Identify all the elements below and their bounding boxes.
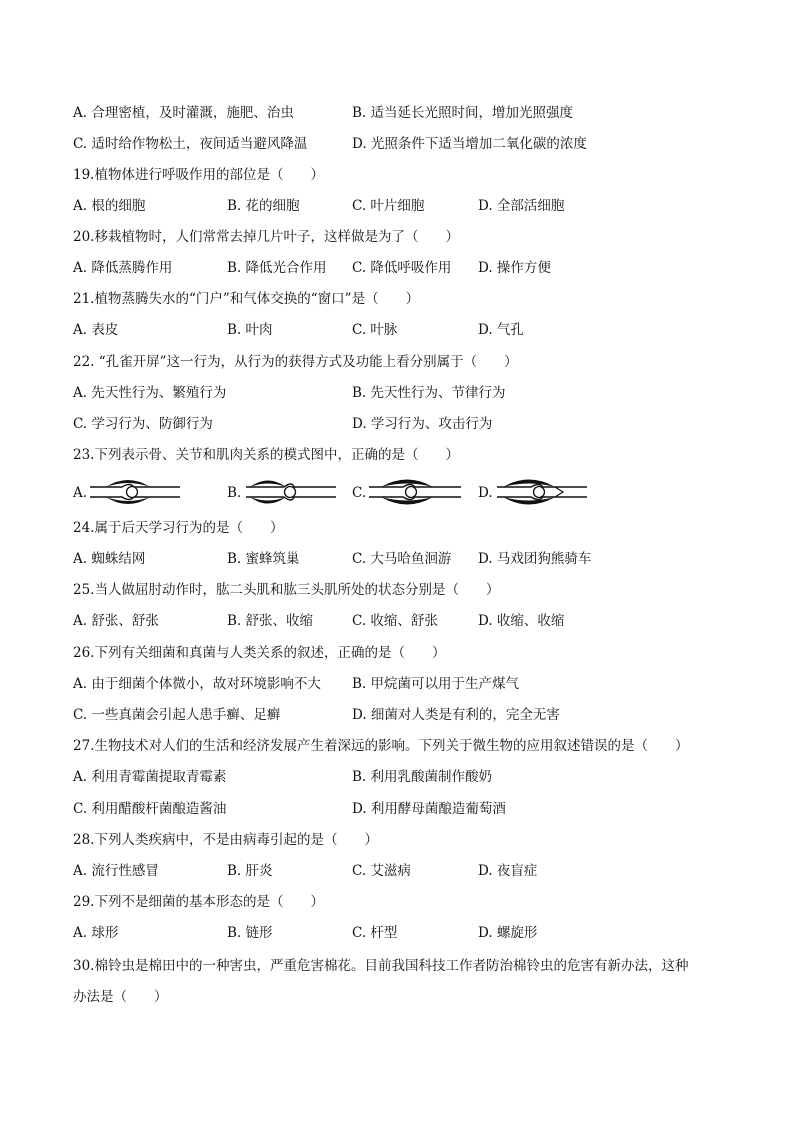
option-c: C. 叶脉 <box>352 322 398 338</box>
question-19-stem: 19.植物体进行呼吸作用的部位是（ ） <box>73 167 324 183</box>
bone-joint-muscle-diagram-a <box>88 477 180 507</box>
option-c: C. 杆型 <box>352 925 398 941</box>
option-a: A. <box>73 485 88 501</box>
option-b: B. 降低光合作用 <box>227 260 327 276</box>
option-b: B. <box>227 485 242 501</box>
option-c: C. 叶片细胞 <box>352 198 425 214</box>
bone-joint-muscle-diagram-c <box>367 477 461 507</box>
question-30-stem: 30.棉铃虫是棉田中的一种害虫，严重危害棉花。目前我国科技工作者防治棉铃虫的危害有新办法，这种 <box>73 958 689 974</box>
question-25-stem: 25.当人做屈肘动作时，肱二头肌和肱三头肌所处的状态分别是（ ） <box>73 582 500 598</box>
option-d: D. 学习行为、攻击行为 <box>352 416 493 432</box>
option-b: B. 花的细胞 <box>227 198 300 214</box>
option-a: A. 降低蒸腾作用 <box>73 260 173 276</box>
option-b: B. 蜜蜂筑巢 <box>227 551 300 567</box>
option-d: D. 光照条件下适当增加二氧化碳的浓度 <box>352 136 587 152</box>
question-27-stem: 27.生物技术对人们的生活和经济发展产生着深远的影响。下列关于微生物的应用叙述错误的是（ ） <box>73 738 689 754</box>
question-24-stem: 24.属于后天学习行为的是（ ） <box>73 520 284 536</box>
option-b: B. 适当延长光照时间，增加光照强度 <box>352 105 574 121</box>
option-d: D. 细菌对人类是有利的，完全无害 <box>352 707 560 723</box>
question-20-stem: 20.移栽植物时，人们常常去掉几片叶子，这样做是为了（ ） <box>73 229 459 245</box>
option-b: B. 甲烷菌可以用于生产煤气 <box>352 676 520 692</box>
option-d: D. 全部活细胞 <box>478 198 565 214</box>
question-29-stem: 29.下列不是细菌的基本形态的是（ ） <box>73 894 324 910</box>
option-a: A. 球形 <box>73 925 119 941</box>
option-b: B. 肝炎 <box>227 863 273 879</box>
option-b: B. 链形 <box>227 925 273 941</box>
option-a: A. 由于细菌个体微小，故对环境影响不大 <box>73 676 321 692</box>
option-c: C. 降低呼吸作用 <box>352 260 452 276</box>
option-d: D. 夜盲症 <box>478 863 538 879</box>
option-a: A. 利用青霉菌提取青霉素 <box>73 769 227 785</box>
question-21-stem: 21.植物蒸腾失水的“门户”和气体交换的“窗口”是（ ） <box>73 291 420 307</box>
option-b: B. 舒张、收缩 <box>227 613 314 629</box>
option-d: D. 操作方便 <box>478 260 551 276</box>
option-d: D. 利用酵母菌酿造葡萄酒 <box>352 801 506 817</box>
option-c: C. <box>352 485 367 501</box>
question-22-stem: 22. “孔雀开屏”这一行为，从行为的获得方式及功能上看分别属于（ ） <box>73 354 518 370</box>
question-28-stem: 28.下列人类疾病中，不是由病毒引起的是（ ） <box>73 832 378 848</box>
option-c: C. 利用醋酸杆菌酿造酱油 <box>73 801 227 817</box>
option-a: A. 合理密植，及时灌溉，施肥、治虫 <box>73 105 294 121</box>
option-b: B. 叶肉 <box>227 322 273 338</box>
option-c: C. 大马哈鱼洄游 <box>352 551 452 567</box>
option-c: C. 学习行为、防御行为 <box>73 416 213 432</box>
bone-joint-muscle-diagram-d <box>493 477 587 507</box>
option-a: A. 先天性行为、繁殖行为 <box>73 385 227 401</box>
question-23-stem: 23.下列表示骨、关节和肌肉关系的模式图中，正确的是（ ） <box>73 447 459 463</box>
option-b: B. 利用乳酸菌制作酸奶 <box>352 769 493 785</box>
option-d: D. 马戏团狗熊骑车 <box>478 551 592 567</box>
option-a: A. 表皮 <box>73 322 119 338</box>
option-c: C. 艾滋病 <box>352 863 411 879</box>
question-26-stem: 26.下列有关细菌和真菌与人类关系的叙述，正确的是（ ） <box>73 645 446 661</box>
option-a: A. 舒张、舒张 <box>73 613 159 629</box>
option-c: C. 适时给作物松土，夜间适当避风降温 <box>73 136 308 152</box>
option-d: D. 气孔 <box>478 322 524 338</box>
bone-joint-muscle-diagram-b <box>242 477 336 507</box>
option-a: A. 根的细胞 <box>73 198 146 214</box>
option-c: C. 收缩、舒张 <box>352 613 438 629</box>
option-a: A. 流行性感冒 <box>73 863 159 879</box>
option-d: D. <box>478 485 493 501</box>
option-d: D. 螺旋形 <box>478 925 538 941</box>
question-30-stem-continued: 办法是（ ） <box>73 989 168 1005</box>
option-c: C. 一些真菌会引起人患手癣、足癣 <box>73 707 281 723</box>
option-a: A. 蜘蛛结网 <box>73 551 146 567</box>
option-b: B. 先天性行为、节律行为 <box>352 385 506 401</box>
option-d: D. 收缩、收缩 <box>478 613 565 629</box>
